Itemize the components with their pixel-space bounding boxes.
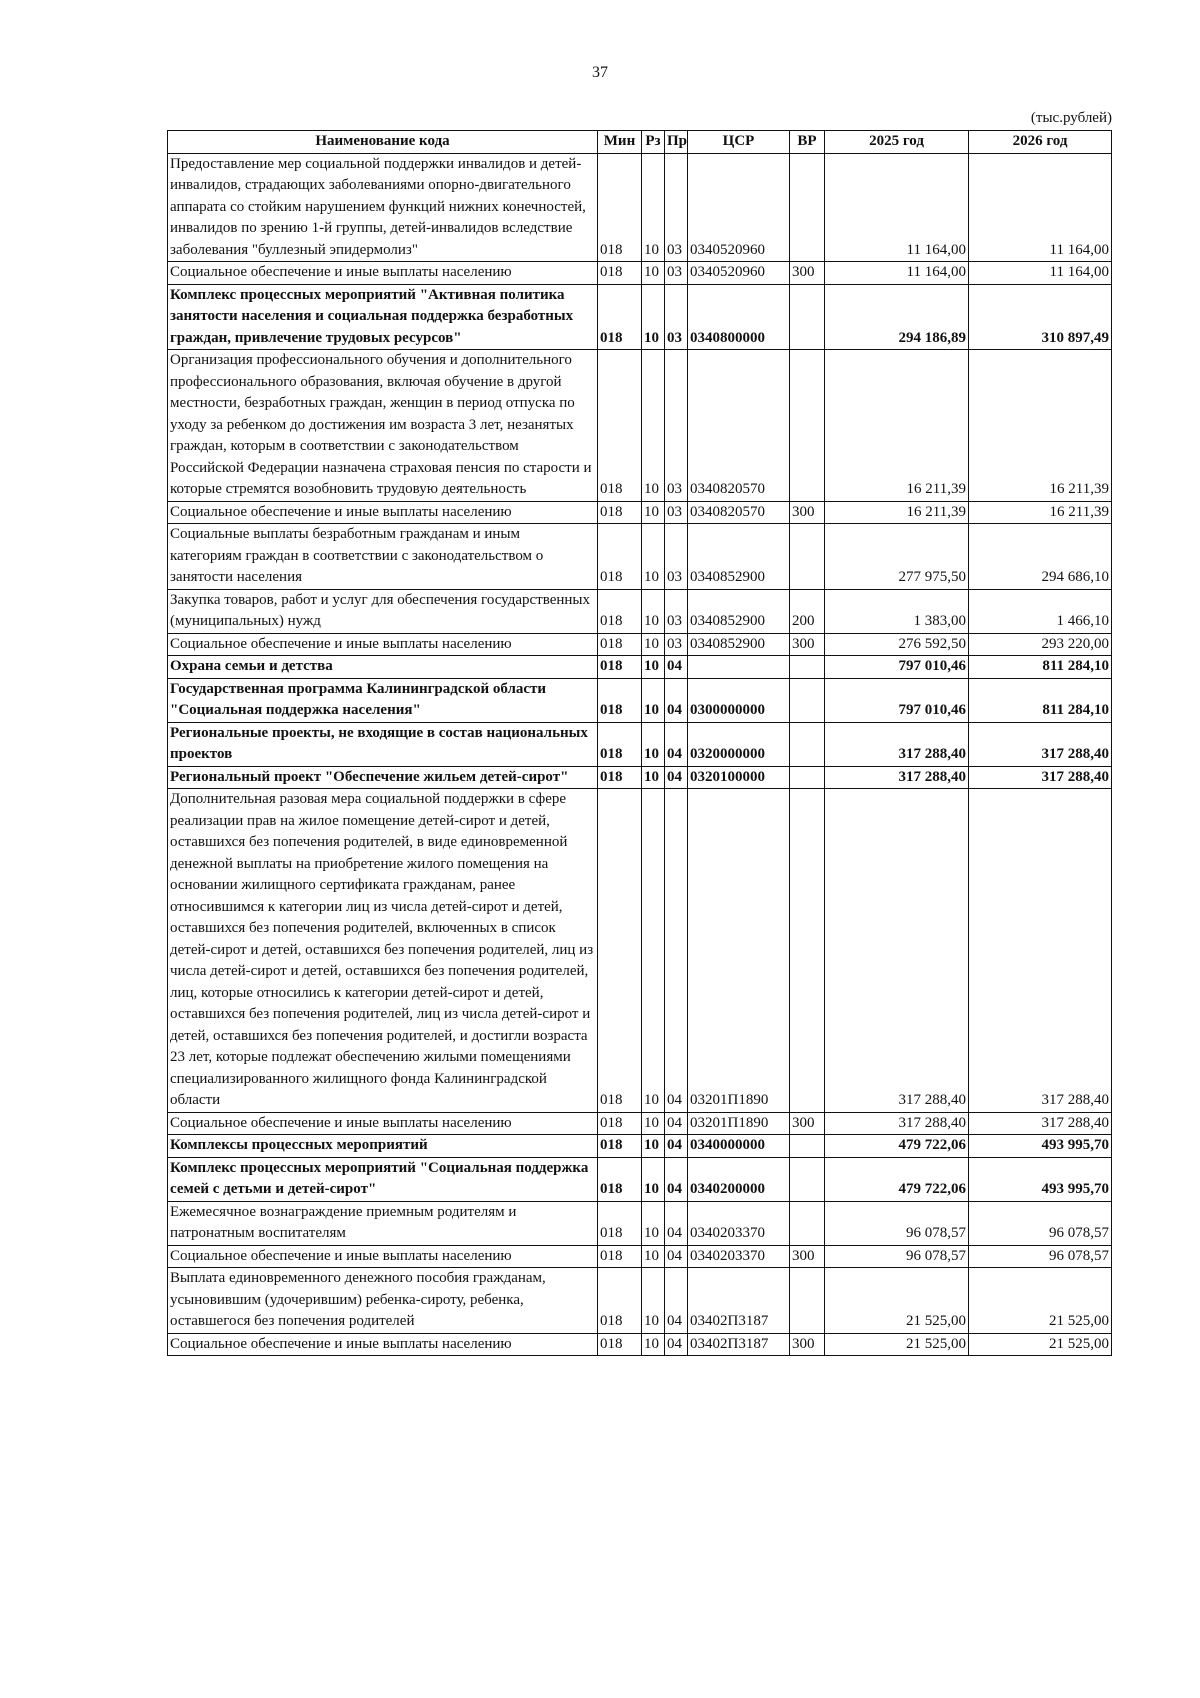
cell-min: 018: [598, 501, 642, 524]
cell-pr: 04: [665, 766, 688, 789]
cell-2025: 21 525,00: [825, 1333, 969, 1356]
cell-rz: 10: [642, 1135, 665, 1158]
cell-name: Социальное обеспечение и иные выплаты населению: [168, 501, 598, 524]
cell-2026: 811 284,10: [969, 656, 1112, 679]
cell-min: 018: [598, 1333, 642, 1356]
cell-csr: 03201П1890: [688, 789, 790, 1113]
cell-2026: 317 288,40: [969, 1112, 1112, 1135]
cell-2025: 479 722,06: [825, 1157, 969, 1201]
cell-2026: 493 995,70: [969, 1135, 1112, 1158]
cell-2025: 479 722,06: [825, 1135, 969, 1158]
cell-2026: 96 078,57: [969, 1201, 1112, 1245]
cell-min: 018: [598, 789, 642, 1113]
cell-name: Организация профессионального обучения и дополнительного профессионального образования, включая обучение в другой местности, безработных граждан, женщин в период отпуска по уходу за ребенком до достижения им возраста 3 лет, незанятых граждан, которым в соответствии с законодательством Российской Федерации назначена страховая пенсия по старости и которые стремятся возобновить трудовую деятельность: [168, 350, 598, 502]
cell-vr: [790, 1157, 825, 1201]
table-row: [168, 350, 1112, 502]
cell-rz: 10: [642, 633, 665, 656]
cell-2026: 493 995,70: [969, 1157, 1112, 1201]
cell-2026: 317 288,40: [969, 722, 1112, 766]
cell-csr: 0340520960: [688, 262, 790, 285]
cell-pr: 04: [665, 722, 688, 766]
cell-2026: 317 288,40: [969, 789, 1112, 1113]
cell-min: 018: [598, 656, 642, 679]
table-row: [168, 656, 1112, 679]
cell-min: 018: [598, 633, 642, 656]
cell-csr: 0340200000: [688, 1157, 790, 1201]
cell-pr: 03: [665, 501, 688, 524]
cell-csr: 0340800000: [688, 284, 790, 350]
cell-vr: [790, 1268, 825, 1334]
cell-2025: 317 288,40: [825, 789, 969, 1113]
cell-csr: 0340820570: [688, 350, 790, 502]
cell-name: Комплекс процессных мероприятий "Социальная поддержка семей с детьми и детей-сирот": [168, 1157, 598, 1201]
cell-csr: 0320100000: [688, 766, 790, 789]
cell-pr: 04: [665, 789, 688, 1113]
cell-2025: 11 164,00: [825, 153, 969, 262]
cell-csr: 0340852900: [688, 524, 790, 590]
cell-pr: 04: [665, 1268, 688, 1334]
cell-rz: 10: [642, 350, 665, 502]
cell-pr: 04: [665, 1157, 688, 1201]
cell-vr: 300: [790, 1333, 825, 1356]
table-row: [168, 1135, 1112, 1158]
cell-vr: [790, 350, 825, 502]
cell-rz: 10: [642, 153, 665, 262]
units-label: (тыс.рублей): [1030, 110, 1112, 126]
table-row: [168, 789, 1112, 1113]
cell-pr: 03: [665, 350, 688, 502]
cell-2026: 21 525,00: [969, 1333, 1112, 1356]
header-pr: Пр: [665, 131, 688, 154]
cell-vr: 300: [790, 1245, 825, 1268]
cell-pr: 04: [665, 656, 688, 679]
cell-2026: 1 466,10: [969, 589, 1112, 633]
cell-vr: [790, 153, 825, 262]
cell-min: 018: [598, 589, 642, 633]
cell-min: 018: [598, 524, 642, 590]
cell-vr: [790, 766, 825, 789]
table-row: [168, 722, 1112, 766]
table-row: [168, 589, 1112, 633]
cell-pr: 04: [665, 1245, 688, 1268]
table-row: [168, 678, 1112, 722]
cell-vr: 300: [790, 633, 825, 656]
cell-min: 018: [598, 1112, 642, 1135]
table-row: [168, 1201, 1112, 1245]
cell-2026: 294 686,10: [969, 524, 1112, 590]
cell-vr: [790, 1201, 825, 1245]
cell-min: 018: [598, 153, 642, 262]
cell-name: Социальное обеспечение и иные выплаты населению: [168, 633, 598, 656]
cell-2026: 21 525,00: [969, 1268, 1112, 1334]
cell-2026: 16 211,39: [969, 350, 1112, 502]
cell-2025: 96 078,57: [825, 1245, 969, 1268]
header-name: Наименование кода: [168, 131, 598, 154]
cell-vr: [790, 656, 825, 679]
cell-name: Социальное обеспечение и иные выплаты населению: [168, 1333, 598, 1356]
cell-name: Региональный проект "Обеспечение жильем детей-сирот": [168, 766, 598, 789]
cell-2026: 811 284,10: [969, 678, 1112, 722]
cell-rz: 10: [642, 501, 665, 524]
header-min: Мин: [598, 131, 642, 154]
cell-rz: 10: [642, 678, 665, 722]
cell-min: 018: [598, 1135, 642, 1158]
cell-2025: 797 010,46: [825, 656, 969, 679]
cell-name: Государственная программа Калининградской области "Социальная поддержка населения": [168, 678, 598, 722]
cell-rz: 10: [642, 1333, 665, 1356]
cell-vr: [790, 678, 825, 722]
cell-pr: 04: [665, 1135, 688, 1158]
cell-vr: [790, 722, 825, 766]
cell-pr: 03: [665, 153, 688, 262]
cell-name: Выплата единовременного денежного пособия гражданам, усыновившим (удочерившим) ребенка-сироту, ребенка, оставшегося без попечения родителей: [168, 1268, 598, 1334]
cell-2025: 16 211,39: [825, 350, 969, 502]
cell-rz: 10: [642, 589, 665, 633]
cell-min: 018: [598, 1157, 642, 1201]
cell-vr: 300: [790, 501, 825, 524]
cell-2025: 276 592,50: [825, 633, 969, 656]
cell-min: 018: [598, 1268, 642, 1334]
table-row: [168, 766, 1112, 789]
cell-2025: 317 288,40: [825, 722, 969, 766]
cell-pr: 04: [665, 678, 688, 722]
table-row: [168, 501, 1112, 524]
cell-min: 018: [598, 1201, 642, 1245]
cell-rz: 10: [642, 1157, 665, 1201]
cell-csr: 0340852900: [688, 589, 790, 633]
table-row: [168, 1157, 1112, 1201]
cell-min: 018: [598, 678, 642, 722]
cell-csr: 03402П3187: [688, 1268, 790, 1334]
cell-rz: 10: [642, 1112, 665, 1135]
cell-vr: [790, 789, 825, 1113]
cell-pr: 03: [665, 262, 688, 285]
cell-vr: [790, 524, 825, 590]
cell-rz: 10: [642, 284, 665, 350]
cell-csr: [688, 656, 790, 679]
cell-csr: 0340000000: [688, 1135, 790, 1158]
cell-name: Социальное обеспечение и иные выплаты населению: [168, 1245, 598, 1268]
cell-2025: 96 078,57: [825, 1201, 969, 1245]
table-row: [168, 262, 1112, 285]
cell-name: Региональные проекты, не входящие в состав национальных проектов: [168, 722, 598, 766]
cell-rz: 10: [642, 262, 665, 285]
cell-min: 018: [598, 350, 642, 502]
table-row: [168, 284, 1112, 350]
cell-csr: 0340820570: [688, 501, 790, 524]
page-number: 37: [592, 64, 608, 81]
cell-name: Социальное обеспечение и иные выплаты населению: [168, 1112, 598, 1135]
cell-pr: 03: [665, 589, 688, 633]
cell-name: Предоставление мер социальной поддержки инвалидов и детей-инвалидов, страдающих заболеваниями опорно-двигательного аппарата со стойким нарушением функций нижних конечностей, инвалидов по зрению 1-й группы, детей-инвалидов вследствие заболевания "буллезный эпидермолиз": [168, 153, 598, 262]
cell-2026: 317 288,40: [969, 766, 1112, 789]
cell-csr: 03201П1890: [688, 1112, 790, 1135]
cell-2025: 11 164,00: [825, 262, 969, 285]
cell-name: Дополнительная разовая мера социальной поддержки в сфере реализации прав на жилое помещение детей-сирот и детей, оставшихся без попечения родителей, в виде единовременной денежной выплаты на приобретение жилого помещения на основании жилищного сертификата гражданам, ранее относившимся к категории лиц из числа детей-сирот и детей, оставшихся без попечения родителей, включенных в список детей-сирот и детей, оставшихся без попечения родителей, лиц из числа детей-сирот и детей, оставшихся без попечения родителей, лиц, которые относились к категории детей-сирот и детей, оставшихся без попечения родителей, лиц из числа детей-сирот и детей, оставшихся без попечения родителей, и достигли возраста 23 лет, которые подлежат обеспечению жилыми помещениями специализированного жилищного фонда Калининградской области: [168, 789, 598, 1113]
cell-pr: 03: [665, 633, 688, 656]
header-2026: 2026 год: [969, 131, 1112, 154]
cell-2025: 317 288,40: [825, 766, 969, 789]
cell-csr: 0300000000: [688, 678, 790, 722]
cell-csr: 03402П3187: [688, 1333, 790, 1356]
table-row: [168, 153, 1112, 262]
cell-name: Закупка товаров, работ и услуг для обеспечения государственных (муниципальных) нужд: [168, 589, 598, 633]
header-rz: Рз: [642, 131, 665, 154]
cell-name: Социальное обеспечение и иные выплаты населению: [168, 262, 598, 285]
table-row: [168, 633, 1112, 656]
cell-pr: 03: [665, 524, 688, 590]
cell-2026: 293 220,00: [969, 633, 1112, 656]
cell-2025: 1 383,00: [825, 589, 969, 633]
header-vr: ВР: [790, 131, 825, 154]
cell-2025: 21 525,00: [825, 1268, 969, 1334]
cell-2025: 294 186,89: [825, 284, 969, 350]
cell-min: 018: [598, 284, 642, 350]
cell-vr: 200: [790, 589, 825, 633]
cell-pr: 04: [665, 1333, 688, 1356]
cell-2025: 16 211,39: [825, 501, 969, 524]
table-header-row: [168, 131, 1112, 154]
cell-rz: 10: [642, 1245, 665, 1268]
header-2025: 2025 год: [825, 131, 969, 154]
cell-name: Комплекс процессных мероприятий "Активная политика занятости населения и социальная поддержка безработных граждан, привлечение трудовых ресурсов": [168, 284, 598, 350]
cell-2026: 96 078,57: [969, 1245, 1112, 1268]
cell-rz: 10: [642, 766, 665, 789]
budget-table: [167, 130, 1112, 1356]
cell-min: 018: [598, 262, 642, 285]
cell-min: 018: [598, 1245, 642, 1268]
cell-2026: 11 164,00: [969, 153, 1112, 262]
cell-rz: 10: [642, 656, 665, 679]
cell-2026: 16 211,39: [969, 501, 1112, 524]
cell-2026: 310 897,49: [969, 284, 1112, 350]
cell-2026: 11 164,00: [969, 262, 1112, 285]
cell-csr: 0340203370: [688, 1201, 790, 1245]
header-csr: ЦСР: [688, 131, 790, 154]
cell-csr: 0340203370: [688, 1245, 790, 1268]
cell-rz: 10: [642, 1201, 665, 1245]
cell-min: 018: [598, 722, 642, 766]
cell-pr: 04: [665, 1112, 688, 1135]
cell-pr: 03: [665, 284, 688, 350]
cell-2025: 317 288,40: [825, 1112, 969, 1135]
cell-2025: 797 010,46: [825, 678, 969, 722]
table-row: [168, 1268, 1112, 1334]
cell-vr: 300: [790, 262, 825, 285]
cell-name: Охрана семьи и детства: [168, 656, 598, 679]
cell-min: 018: [598, 766, 642, 789]
cell-rz: 10: [642, 524, 665, 590]
table-body: [168, 153, 1112, 1356]
cell-name: Ежемесячное вознаграждение приемным родителям и патронатным воспитателям: [168, 1201, 598, 1245]
table-row: [168, 1112, 1112, 1135]
cell-vr: [790, 1135, 825, 1158]
cell-2025: 277 975,50: [825, 524, 969, 590]
cell-name: Социальные выплаты безработным гражданам и иным категориям граждан в соответствии с законодательством о занятости населения: [168, 524, 598, 590]
cell-csr: 0340520960: [688, 153, 790, 262]
cell-vr: [790, 284, 825, 350]
cell-csr: 0320000000: [688, 722, 790, 766]
cell-pr: 04: [665, 1201, 688, 1245]
cell-csr: 0340852900: [688, 633, 790, 656]
table-row: [168, 1245, 1112, 1268]
table-row: [168, 1333, 1112, 1356]
cell-rz: 10: [642, 1268, 665, 1334]
cell-vr: 300: [790, 1112, 825, 1135]
cell-rz: 10: [642, 789, 665, 1113]
cell-rz: 10: [642, 722, 665, 766]
table-row: [168, 524, 1112, 590]
cell-name: Комплексы процессных мероприятий: [168, 1135, 598, 1158]
